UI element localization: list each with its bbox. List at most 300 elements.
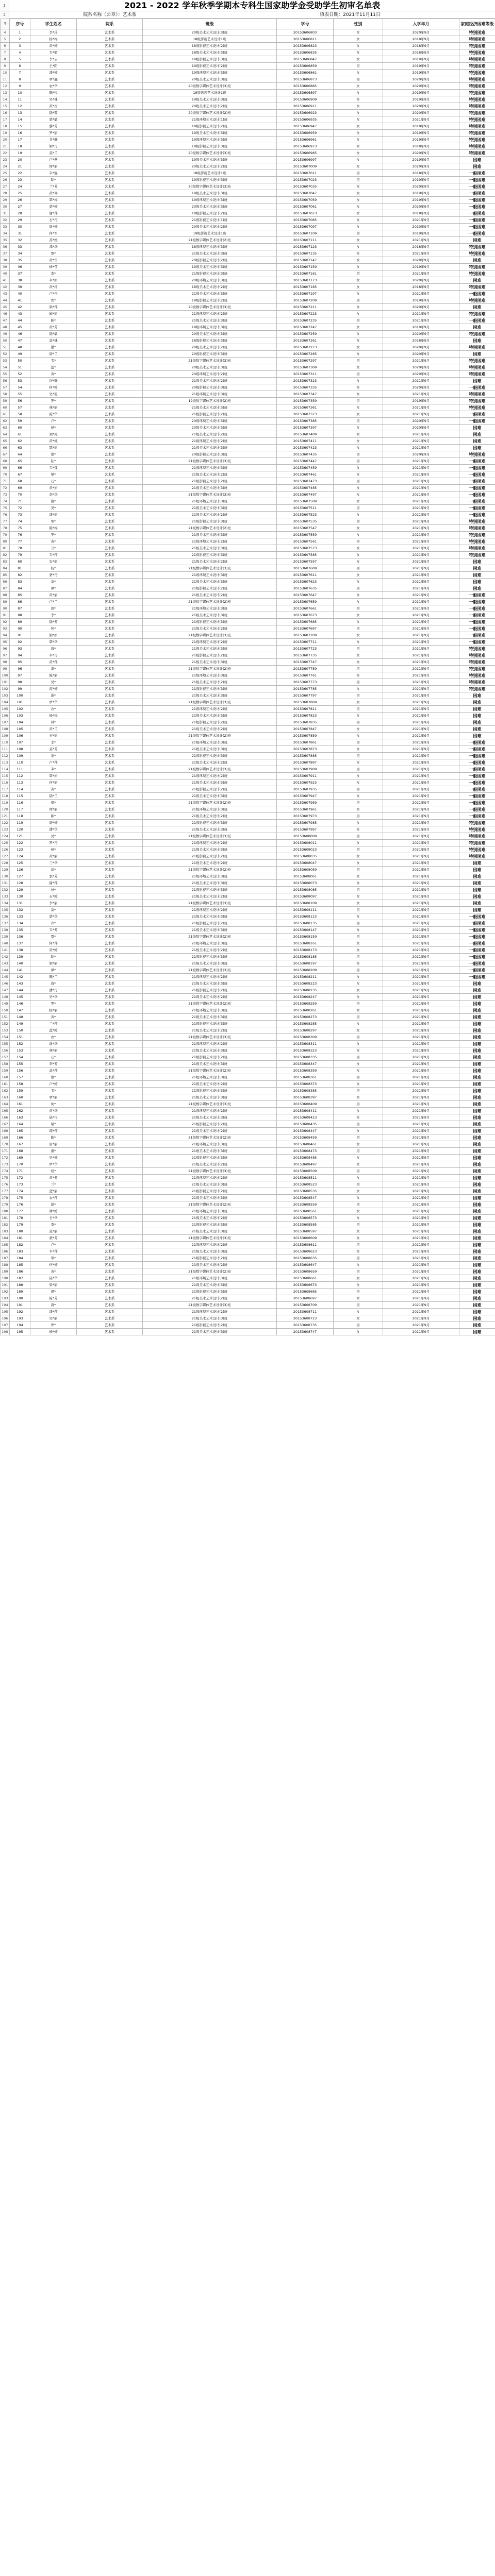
enroll-date-cell: 2021年9月: [383, 753, 459, 759]
enroll-date-cell: 2021年9月: [383, 1255, 459, 1262]
name-cell: 李*: [30, 739, 77, 746]
dept-cell: 艺术系: [77, 967, 143, 974]
dept-cell: 艺术系: [77, 893, 143, 900]
table-row: [1, 719, 495, 726]
dept-cell: 艺术系: [77, 1041, 143, 1047]
student-id-cell: 20153607123: [277, 244, 334, 250]
seq-cell: 126: [10, 867, 30, 873]
enroll-date-cell: 2021年9月: [383, 1027, 459, 1034]
level-cell: 特别困难: [459, 666, 495, 672]
gender-cell: 女: [334, 1161, 383, 1168]
name-cell: 莫*: [30, 907, 77, 913]
dept-cell: 艺术系: [77, 1295, 143, 1302]
class-cell: 21级美术艺术设计(2)班: [143, 592, 277, 599]
student-id-cell: 20153607511: [277, 505, 334, 512]
student-id-cell: 20153607373: [277, 411, 334, 418]
table-row: [1, 304, 495, 311]
seq-cell: 119: [10, 820, 30, 826]
class-cell: 21级美术艺术设计(3)班: [143, 1148, 277, 1155]
level-cell: 一般困难: [459, 384, 495, 391]
name-cell: 黄*华: [30, 1108, 77, 1114]
level-cell: 一般困难: [459, 599, 495, 605]
row-number: 121: [1, 813, 10, 820]
level-cell: 困难: [459, 726, 495, 733]
class-cell: 21级数字媒体艺术设计(2)班: [143, 934, 277, 940]
row-number: 169: [1, 1134, 10, 1141]
table-row: [1, 599, 495, 605]
table-row: [1, 592, 495, 599]
gender-cell: 女: [334, 1309, 383, 1315]
student-id-cell: 20153608511: [277, 1175, 334, 1181]
table-row: [1, 846, 495, 853]
level-cell: 困难: [459, 425, 495, 431]
table-row: [1, 324, 495, 331]
class-cell: 21级影视艺术设计(2)班: [143, 652, 277, 659]
gender-cell: 男: [334, 605, 383, 612]
table-row: [1, 378, 495, 384]
name-cell: 陆*兰: [30, 793, 77, 800]
seq-cell: 123: [10, 846, 30, 853]
row-number: 184: [1, 1235, 10, 1242]
class-cell: 21级影视艺术设计(1)班: [143, 217, 277, 224]
student-id-cell: 20153606961: [277, 137, 334, 143]
column-header: 班级: [143, 19, 277, 29]
enroll-date-cell: 2021年9月: [383, 1295, 459, 1302]
row-number: 39: [1, 264, 10, 270]
row-number: 97: [1, 652, 10, 659]
class-cell: 21级数字媒体艺术设计(3)班: [143, 358, 277, 364]
enroll-date-cell: 2018年9月: [383, 49, 459, 56]
level-cell: 困难: [459, 157, 495, 163]
enroll-date-cell: 2021年9月: [383, 599, 459, 605]
gender-cell: 男: [334, 1322, 383, 1329]
enroll-date-cell: 2020年9月: [383, 277, 459, 284]
class-cell: 20级环境艺术设计(2)班: [143, 371, 277, 378]
student-id-cell: 20153607873: [277, 746, 334, 753]
table-row: [1, 177, 495, 183]
dept-cell: 艺术系: [77, 532, 143, 538]
name-cell: 陆*: [30, 954, 77, 960]
level-cell: 特别困难: [459, 371, 495, 378]
level-cell: 特别困难: [459, 826, 495, 833]
table-row: [1, 36, 495, 43]
dept-cell: 艺术系: [77, 204, 143, 210]
dept-cell: 艺术系: [77, 1128, 143, 1134]
table-row: [1, 840, 495, 846]
table-row: [1, 110, 495, 116]
seq-cell: 4: [10, 49, 30, 56]
table-row: [1, 485, 495, 492]
seq-cell: 67: [10, 471, 30, 478]
student-id-cell: 20153608147: [277, 927, 334, 934]
table-row: [1, 1228, 495, 1235]
table-row: [1, 183, 495, 190]
name-cell: 农*丽: [30, 558, 77, 565]
row-number: 159: [1, 1067, 10, 1074]
class-cell: 20级美术艺术设计(2)班: [143, 103, 277, 110]
enroll-date-cell: 2021年9月: [383, 719, 459, 726]
seq-cell: 48: [10, 344, 30, 351]
table-body: [1, 29, 495, 1335]
seq-cell: 64: [10, 451, 30, 458]
class-cell: 21级美术艺术设计(3)班: [143, 646, 277, 652]
dept-cell: 艺术系: [77, 190, 143, 197]
table-row: [1, 679, 495, 686]
dept-cell: 艺术系: [77, 451, 143, 458]
enroll-date-cell: 2021年9月: [383, 1021, 459, 1027]
class-cell: 20级美术艺术设计(3)班: [143, 364, 277, 371]
class-cell: 21级美术艺术设计(3)班: [143, 880, 277, 887]
student-id-cell: 20153608711: [277, 1309, 334, 1315]
dept-cell: 艺术系: [77, 425, 143, 431]
table-row: [1, 826, 495, 833]
name-cell: 卢*燕: [30, 157, 77, 163]
name-cell: 黄*: [30, 1014, 77, 1021]
class-cell: 21级环境艺术设计(2)班: [143, 538, 277, 545]
level-cell: 困难: [459, 1088, 495, 1094]
gender-cell: 男: [334, 398, 383, 404]
enroll-date-cell: 2021年9月: [383, 994, 459, 1001]
row-number: 149: [1, 1001, 10, 1007]
dept-cell: 艺术系: [77, 331, 143, 337]
class-cell: 21级环境艺术设计(2)班: [143, 1175, 277, 1181]
student-id-cell: 20153608647: [277, 1262, 334, 1268]
level-cell: 一般困难: [459, 217, 495, 224]
name-cell: 杨*莹: [30, 264, 77, 270]
column-header: 学生姓名: [30, 19, 77, 29]
name-cell: 黄*杏: [30, 103, 77, 110]
name-cell: 唐*兰: [30, 351, 77, 358]
table-row: [1, 1195, 495, 1201]
class-cell: 20级数字媒体艺术设计(3)班: [143, 183, 277, 190]
gender-cell: 男: [334, 679, 383, 686]
student-id-cell: 20153608597: [277, 1228, 334, 1235]
level-cell: 一般困难: [459, 492, 495, 498]
table-row: [1, 43, 495, 49]
class-cell: 21级影视艺术设计(3)班: [143, 552, 277, 558]
seq-cell: 47: [10, 337, 30, 344]
table-row: [1, 391, 495, 398]
name-cell: 梁*丽: [30, 960, 77, 967]
seq-cell: 44: [10, 317, 30, 324]
student-id-cell: 20153607897: [277, 759, 334, 766]
level-cell: 一般困难: [459, 753, 495, 759]
name-cell: 许*静: [30, 378, 77, 384]
gender-cell: 女: [334, 431, 383, 438]
student-id-cell: 20153608209: [277, 967, 334, 974]
name-cell: 韦*: [30, 358, 77, 364]
table-row: [1, 1289, 495, 1295]
row-number: 155: [1, 1041, 10, 1047]
name-cell: 黄*婷: [30, 43, 77, 49]
gender-cell: 女: [334, 873, 383, 880]
name-cell: 蒙*: [30, 451, 77, 458]
level-cell: 困难: [459, 1128, 495, 1134]
gender-cell: 女: [334, 391, 383, 398]
level-cell: 一般困难: [459, 746, 495, 753]
level-cell: 一般困难: [459, 592, 495, 599]
row-number: 135: [1, 907, 10, 913]
table-row: [1, 49, 495, 56]
student-id-cell: 20153607461: [277, 471, 334, 478]
name-cell: 陆*: [30, 458, 77, 465]
class-cell: 19级影视艺术设计(3)班: [143, 177, 277, 183]
student-id-cell: 20153608061: [277, 873, 334, 880]
row-number: 142: [1, 954, 10, 960]
dept-cell: 艺术系: [77, 137, 143, 143]
level-cell: 困难: [459, 1061, 495, 1067]
row-number: 74: [1, 498, 10, 505]
dept-cell: 艺术系: [77, 90, 143, 96]
class-cell: 21级影视艺术设计(3)班: [143, 753, 277, 759]
table-row: [1, 612, 495, 619]
gender-cell: 男: [334, 1034, 383, 1041]
student-id-cell: 20153607435: [277, 451, 334, 458]
table-row: [1, 713, 495, 719]
level-cell: 一般困难: [459, 230, 495, 237]
class-cell: 21级美术艺术设计(2)班: [143, 512, 277, 518]
enroll-date-cell: 2021年9月: [383, 538, 459, 545]
class-cell: 21级环境艺术设计(2)班: [143, 706, 277, 713]
row-number: 111: [1, 746, 10, 753]
gender-cell: 男: [334, 753, 383, 759]
name-cell: 周*婷: [30, 224, 77, 230]
enroll-date-cell: 2021年9月: [383, 1067, 459, 1074]
class-cell: 21级环境艺术设计(2)班: [143, 311, 277, 317]
row-number: 134: [1, 900, 10, 907]
row-number: 68: [1, 458, 10, 465]
dept-cell: 艺术系: [77, 646, 143, 652]
dept-cell: 艺术系: [77, 150, 143, 157]
row-number: 108: [1, 726, 10, 733]
row-number: 175: [1, 1175, 10, 1181]
enroll-date-cell: 2021年9月: [383, 853, 459, 860]
dept-cell: 艺术系: [77, 1322, 143, 1329]
level-cell: 一般困难: [459, 505, 495, 512]
enroll-date-cell: 2021年9月: [383, 920, 459, 927]
class-cell: 19级影视艺术设计(2)班: [143, 297, 277, 304]
student-id-cell: 20153607297: [277, 358, 334, 364]
seq-cell: 182: [10, 1242, 30, 1248]
seq-cell: 185: [10, 1262, 30, 1268]
seq-cell: 37: [10, 270, 30, 277]
dept-cell: 艺术系: [77, 36, 143, 43]
gender-cell: 男: [334, 1148, 383, 1155]
row-number: 156: [1, 1047, 10, 1054]
class-cell: 21级数字媒体艺术设计(3)班: [143, 1034, 277, 1041]
enroll-date-cell: 2021年9月: [383, 431, 459, 438]
class-cell: 19级环境艺术设计(3)班: [143, 137, 277, 143]
enroll-date-cell: 2021年9月: [383, 270, 459, 277]
row-number: 14: [1, 96, 10, 103]
dept-cell: 艺术系: [77, 250, 143, 257]
student-id-cell: 20153607323: [277, 378, 334, 384]
name-cell: 覃*: [30, 1255, 77, 1262]
dept-cell: 艺术系: [77, 1268, 143, 1275]
gender-cell: 男: [334, 1121, 383, 1128]
student-id-cell: 20153607335: [277, 384, 334, 391]
class-cell: 20级美术艺术设计(2)班: [143, 224, 277, 230]
row-number: 83: [1, 558, 10, 565]
gender-cell: 女: [334, 1228, 383, 1235]
name-cell: 覃*丽: [30, 1094, 77, 1101]
class-cell: 21级环境艺术设计(3)班: [143, 873, 277, 880]
seq-cell: 10: [10, 90, 30, 96]
table-row: [1, 471, 495, 478]
dept-cell: 艺术系: [77, 1168, 143, 1175]
gender-cell: 女: [334, 36, 383, 43]
table-row: [1, 733, 495, 739]
name-cell: 黄*婷: [30, 947, 77, 954]
enroll-date-cell: 2021年9月: [383, 612, 459, 619]
name-cell: 覃*娟: [30, 773, 77, 779]
class-cell: 21级环境艺术设计(3)班: [143, 739, 277, 746]
enroll-date-cell: 2019年9月: [383, 190, 459, 197]
table-row: [1, 230, 495, 237]
dept-cell: 艺术系: [77, 123, 143, 130]
name-cell: 罗*: [30, 398, 77, 404]
enroll-date-cell: 2021年9月: [383, 592, 459, 599]
table-row: [1, 1014, 495, 1021]
seq-cell: 52: [10, 371, 30, 378]
name-cell: 潘*: [30, 344, 77, 351]
table-row: [1, 947, 495, 954]
dept-cell: 艺术系: [77, 237, 143, 244]
class-cell: 21级影视艺术设计(2)班: [143, 987, 277, 994]
student-id-cell: 20153607159: [277, 264, 334, 270]
seq-cell: 40: [10, 291, 30, 297]
student-id-cell: 20153608709: [277, 1302, 334, 1309]
level-cell: 困难: [459, 1175, 495, 1181]
student-id-cell: 20153608359: [277, 1067, 334, 1074]
gender-cell: 女: [334, 1235, 383, 1242]
table-row: [1, 1275, 495, 1282]
name-cell: 石*丽: [30, 733, 77, 739]
dept-cell: 艺术系: [77, 43, 143, 49]
dept-cell: 艺术系: [77, 371, 143, 378]
gender-cell: 女: [334, 1027, 383, 1034]
enroll-date-cell: 2021年9月: [383, 960, 459, 967]
dept-cell: 艺术系: [77, 76, 143, 83]
enroll-date-cell: 2021年9月: [383, 518, 459, 525]
seq-cell: 94: [10, 652, 30, 659]
student-id-cell: 20153608009: [277, 833, 334, 840]
table-row: [1, 880, 495, 887]
enroll-date-cell: 2020年9月: [383, 451, 459, 458]
student-id-cell: 20153608461: [277, 1141, 334, 1148]
row-number: 197: [1, 1322, 10, 1329]
level-cell: 困难: [459, 1195, 495, 1201]
level-cell: 特别困难: [459, 110, 495, 116]
dept-cell: 艺术系: [77, 1034, 143, 1041]
dept-cell: 艺术系: [77, 739, 143, 746]
dept-cell: 艺术系: [77, 1248, 143, 1255]
gender-cell: 女: [334, 465, 383, 471]
class-cell: 21级美术艺术设计(3)班: [143, 532, 277, 538]
seq-cell: 21: [10, 163, 30, 170]
dept-cell: 艺术系: [77, 311, 143, 317]
table-row: [1, 70, 495, 76]
student-id-cell: 20153608547: [277, 1195, 334, 1201]
level-cell: 困难: [459, 867, 495, 873]
seq-cell: 142: [10, 974, 30, 980]
class-cell: 21级环境艺术设计(1)班: [143, 116, 277, 123]
dept-cell: 艺术系: [77, 1134, 143, 1141]
enroll-date-cell: 2021年9月: [383, 967, 459, 974]
enroll-date-cell: 2021年9月: [383, 759, 459, 766]
row-number: 96: [1, 646, 10, 652]
name-cell: 莫*萍: [30, 1067, 77, 1074]
level-cell: 困难: [459, 860, 495, 867]
enroll-date-cell: 2021年9月: [383, 779, 459, 786]
student-id-cell: 20153607361: [277, 404, 334, 411]
level-cell: 一般困难: [459, 498, 495, 505]
name-cell: 蓝*丽: [30, 1188, 77, 1195]
student-id-cell: 20153607261: [277, 337, 334, 344]
student-id-cell: 20153607597: [277, 558, 334, 565]
student-id-cell: 20153607211: [277, 304, 334, 311]
level-cell: 特别困难: [459, 331, 495, 337]
seq-cell: 160: [10, 1094, 30, 1101]
enroll-date-cell: 2021年9月: [383, 913, 459, 920]
enroll-date-cell: 2021年9月: [383, 1282, 459, 1289]
gender-cell: 女: [334, 552, 383, 558]
dept-cell: 艺术系: [77, 853, 143, 860]
name-cell: 何*婷: [30, 384, 77, 391]
table-row: [1, 873, 495, 880]
student-id-cell: 20153607061: [277, 204, 334, 210]
dept-cell: 艺术系: [77, 465, 143, 471]
gender-cell: 男: [334, 766, 383, 773]
class-cell: 19级美术艺术设计(3)班: [143, 96, 277, 103]
level-cell: 一般困难: [459, 512, 495, 518]
class-cell: 20级数字媒体艺术设计(3)班: [143, 150, 277, 157]
student-id-cell: 20153606897: [277, 90, 334, 96]
class-cell: 21级数字媒体艺术设计(2)班: [143, 666, 277, 672]
seq-cell: 173: [10, 1181, 30, 1188]
student-id-cell: 20153608661: [277, 1275, 334, 1282]
level-cell: 困难: [459, 1141, 495, 1148]
gender-cell: 女: [334, 103, 383, 110]
level-cell: 一般困难: [459, 800, 495, 806]
seq-cell: 101: [10, 699, 30, 706]
student-id-cell: 20153607347: [277, 391, 334, 398]
enroll-date-cell: 2021年9月: [383, 532, 459, 538]
class-cell: 19级影视艺术设计1班: [143, 230, 277, 237]
student-id-cell: 20153607035: [277, 183, 334, 190]
seq-cell: 129: [10, 887, 30, 893]
class-cell: 21级美术艺术设计(3)班: [143, 485, 277, 492]
level-cell: 特别困难: [459, 532, 495, 538]
level-cell: 困难: [459, 900, 495, 907]
seq-cell: 154: [10, 1054, 30, 1061]
row-number: 12: [1, 83, 10, 90]
table-row: [1, 190, 495, 197]
name-cell: 黄*雪: [30, 257, 77, 264]
gender-cell: 女: [334, 880, 383, 887]
class-cell: 19级环境艺术设计(3)班: [143, 197, 277, 204]
enroll-date-cell: 2021年9月: [383, 739, 459, 746]
enroll-date-cell: 2020年9月: [383, 344, 459, 351]
level-cell: 困难: [459, 1161, 495, 1168]
class-cell: 21级美术艺术设计(3)班: [143, 1181, 277, 1188]
gender-cell: 女: [334, 793, 383, 800]
level-cell: 特别困难: [459, 70, 495, 76]
row-number: 70: [1, 471, 10, 478]
enroll-date-cell: 2021年9月: [383, 1208, 459, 1215]
row-number: 182: [1, 1222, 10, 1228]
name-cell: 何*军: [30, 230, 77, 237]
